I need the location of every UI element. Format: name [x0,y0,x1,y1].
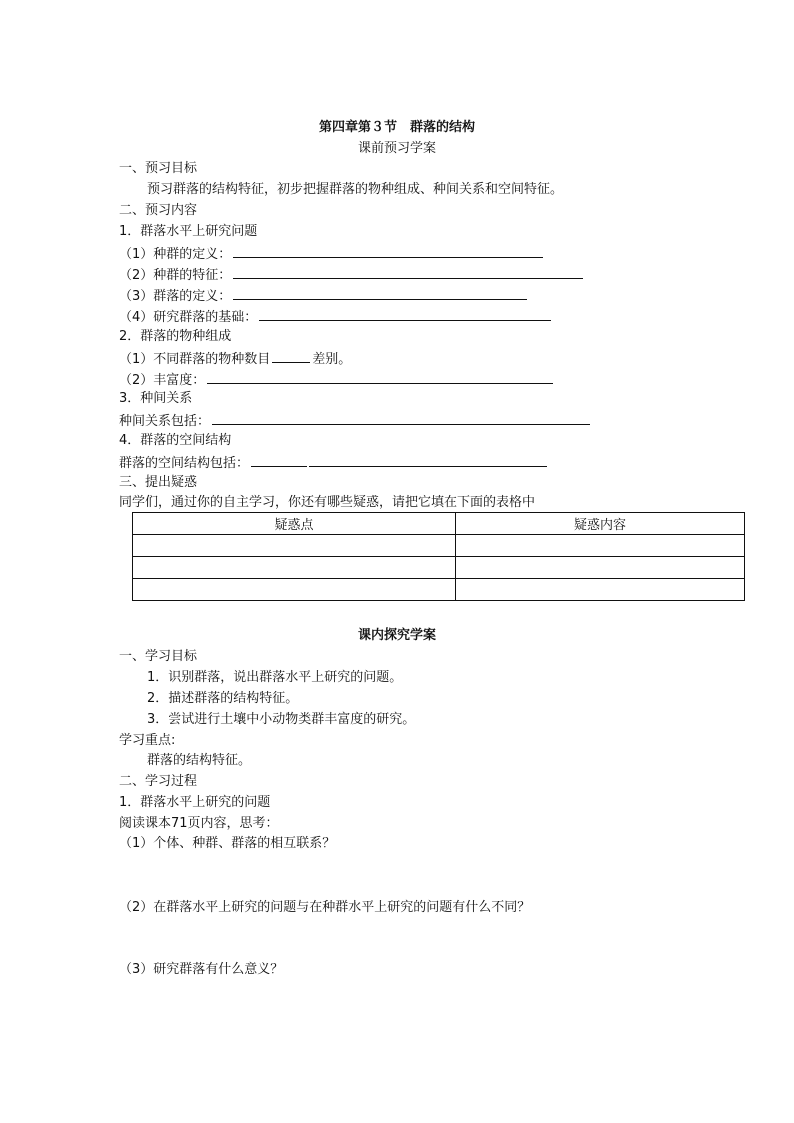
preview-section2-heading: 二、预习内容 [119,203,198,218]
focus-text: 群落的结构特征。 [147,753,252,768]
table-cell[interactable] [456,579,745,601]
inclass-section1-heading: 一、学习目标 [119,649,198,664]
chapter-title: 第四章第３节 群落的结构 [318,120,475,135]
q4-label: 群落的空间结构包括： [119,456,250,471]
q2-heading: 2．群落的物种组成 [119,329,232,344]
q1-item1-blank[interactable] [233,245,543,258]
q2-item2-blank[interactable] [207,371,553,384]
q4-item [119,454,547,472]
q2-item1-blank[interactable] [272,350,310,363]
table-header-doubt-point: 疑惑点 [133,513,456,535]
q1-item4-blank[interactable] [259,308,551,321]
q3-heading: 3．种间关系 [119,391,193,406]
preview-section3-heading: 三、提出疑惑 [119,475,198,490]
goal-item-3: 3．尝试进行土壤中小动物类群丰富度的研究。 [147,712,416,727]
q4-blank-1[interactable] [251,454,307,467]
q3-label: 种间关系包括： [119,414,211,429]
q2-item1 [119,350,351,368]
q2-item2-label: （2）丰富度： [119,373,206,388]
inclass-title: 课内探究学案 [357,628,436,643]
q1-heading: 1．群落水平上研究问题 [119,224,258,239]
q1-item3-label: （3）群落的定义： [119,289,232,304]
q1-item1-label: （1）种群的定义： [119,247,232,262]
question-2: （2）在群落水平上研究的问题与在种群水平上研究的问题有什么不同？ [119,900,531,915]
q3-item [119,412,590,430]
q4-heading: 4．群落的空间结构 [119,433,232,448]
q3-blank[interactable] [212,412,590,425]
q1-item2 [119,266,583,284]
q1-item2-label: （2）种群的特征： [119,268,232,283]
focus-heading: 学习重点: [119,733,176,748]
table-cell[interactable] [133,579,456,601]
process-heading-1: 1．群落水平上研究的问题 [119,795,271,810]
table-row [133,557,745,579]
inclass-section2-heading: 二、学习过程 [119,774,198,789]
table-cell[interactable] [133,557,456,579]
q1-item2-blank[interactable] [233,266,583,279]
table-cell[interactable] [456,557,745,579]
q1-item4-label: （4）研究群落的基础： [119,310,258,325]
preview-goal-text: 预习群落的结构特征，初步把握群落的物种组成、种间关系和空间特征。 [147,182,564,197]
q1-item3 [119,287,527,305]
question-3: （3）研究群落有什么意义？ [119,962,284,977]
q2-item2 [119,371,553,389]
table-row [133,579,745,601]
q2-item1-prefix: （1）不同群落的物种数目 [119,352,271,367]
q2-item1-suffix: 差别。 [312,352,352,367]
question-1: （1）个体、种群、群落的相互联系？ [119,836,336,851]
reading-instruction: 阅读课本71页内容，思考： [119,816,279,831]
q1-item4 [119,308,551,326]
table-header-row [133,513,745,535]
preview-section1-heading: 一、预习目标 [119,161,198,176]
q1-item1 [119,245,543,263]
table-header-doubt-content: 疑惑内容 [456,513,745,535]
q1-item3-blank[interactable] [233,287,527,300]
goal-item-2: 2．描述群落的结构特征。 [147,691,299,706]
goal-item-1: 1．识别群落，说出群落水平上研究的问题。 [147,670,403,685]
table-cell[interactable] [133,535,456,557]
q4-blank-2[interactable] [309,454,547,467]
preview-section3-text: 同学们，通过你的自主学习，你还有哪些疑惑，请把它填在下面的表格中 [119,495,536,510]
doubt-table [132,512,745,601]
preview-subtitle: 课前预习学案 [357,141,436,156]
table-cell[interactable] [456,535,745,557]
table-row [133,535,745,557]
